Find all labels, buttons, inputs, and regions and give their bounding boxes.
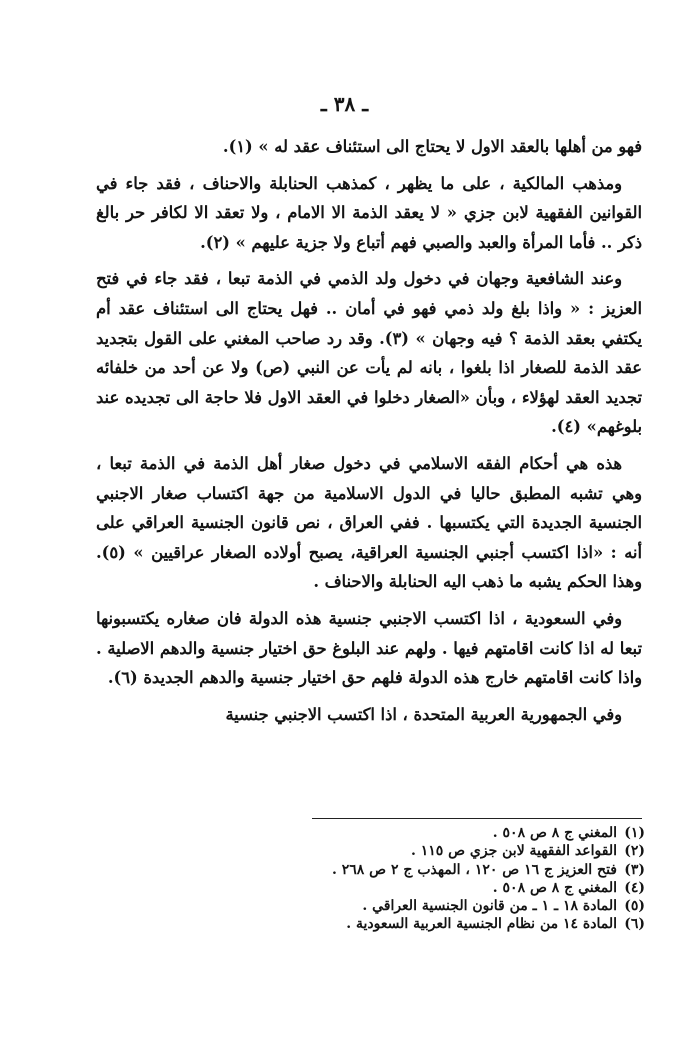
footnote-text: المادة ١٨ ـ ١ ـ من قانون الجنسية العراقي . [362,898,617,915]
footnote-text: المادة ١٤ من نظام الجنسية العربية السعودية . [346,916,617,933]
paragraph-5: وفي السعودية ، اذا اكتسب الاجنبي جنسية هذه الدولة فان صغاره يكتسبونها تبعا له اذا كانت اقامتهم فيها . ولهم عند البلوغ حق اختيار جنسية والدهم الاصلية . واذا كانت اقامتهم خارج هذه الدولة فلهم حق اختيار جنسية والدهم الجديدة (٦). [96,608,642,688]
footnote-text: المغني ج ٨ ص ٥٠٨ . [492,879,617,896]
footnote-6 [300,915,645,933]
footnote-2 [300,842,645,860]
footnote-3 [300,861,645,879]
footnote-number: (١) [624,825,645,841]
footnote-number: (٥) [624,898,645,915]
footnote-number: (٢) [624,843,645,860]
paragraph-6: وفي الجمهورية العربية المتحدة ، اذا اكتسب الاجنبي جنسية [225,704,622,724]
footnote-text: المغني ج ٨ ص ٥٠٨ . [492,825,617,841]
footnote-text: فتح العزيز ج ١٦ ص ١٢٠ ، المهذب ج ٢ ص ٢٦٨ . [332,861,617,878]
footnote-5 [300,897,645,915]
footnote-separator [312,818,642,819]
page-number: ـ ٣٨ ـ [320,92,369,116]
footnote-number: (٦) [624,916,645,933]
footnotes [300,824,645,934]
footnote-number: (٤) [624,879,645,896]
paragraph-1: فهو من أهلها بالعقد الاول لا يحتاج الى استئناف عقد له » (١). [222,137,642,156]
paragraph-4: هذه هي أحكام الفقه الاسلامي في دخول صغار أهل الذمة في الذمة تبعا ، وهي تشبه المطبق حاليا في الدول الاسلامية من جهة اكتساب صغار الاجنبي الجنسية الجديدة التي يكتسبها . ففي العراق ، نص قانون الجنسية العراقي على أنه : «اذا اكتسب أجنبي الجنسية العراقية، يصبح أولاده الصغار عراقيين » (٥). وهذا الحكم يشبه ما ذهب اليه الحنابلة والاحناف . [96,453,642,592]
footnote-number: (٣) [624,861,645,878]
footnote-text: القواعد الفقهية لابن جزي ص ١١٥ . [410,843,617,860]
paragraph-2: ومذهب المالكية ، على ما يظهر ، كمذهب الحنابلة والاحناف ، فقد جاء في القوانين الفقهية لابن جزي « لا يعقد الذمة الا الامام ، ولا تعقد الا لكافر حر بالغ ذكر .. فأما المرأة والعبد والصبي فهم أتباع ولا جزية عليهم » (٢). [96,173,642,252]
paragraph-3: وعند الشافعية وجهان في دخول ولد الذمي في الذمة تبعا ، فقد جاء في فتح العزيز : « واذا بلغ ولد ذمي فهو في أمان .. فهل يحتاج الى استئناف عقد أم يكتفي بعقد الذمة ؟ فيه وجهان » (٣). وقد رد صاحب المغني على القول بتجديد عقد الذمة للصغار اذا بلغوا ، بانه لم يأت عن النبي (ص) ولا عن أحد من خلفائه تجديد العقد لهؤلاء ، وبأن «الصغار دخلوا في العقد الاول فلا حاجة الى تجديده عند بلوغهم» (٤). [96,269,642,437]
body-text [96,132,642,729]
footnote-1 [300,824,645,842]
footnote-4 [300,879,645,897]
